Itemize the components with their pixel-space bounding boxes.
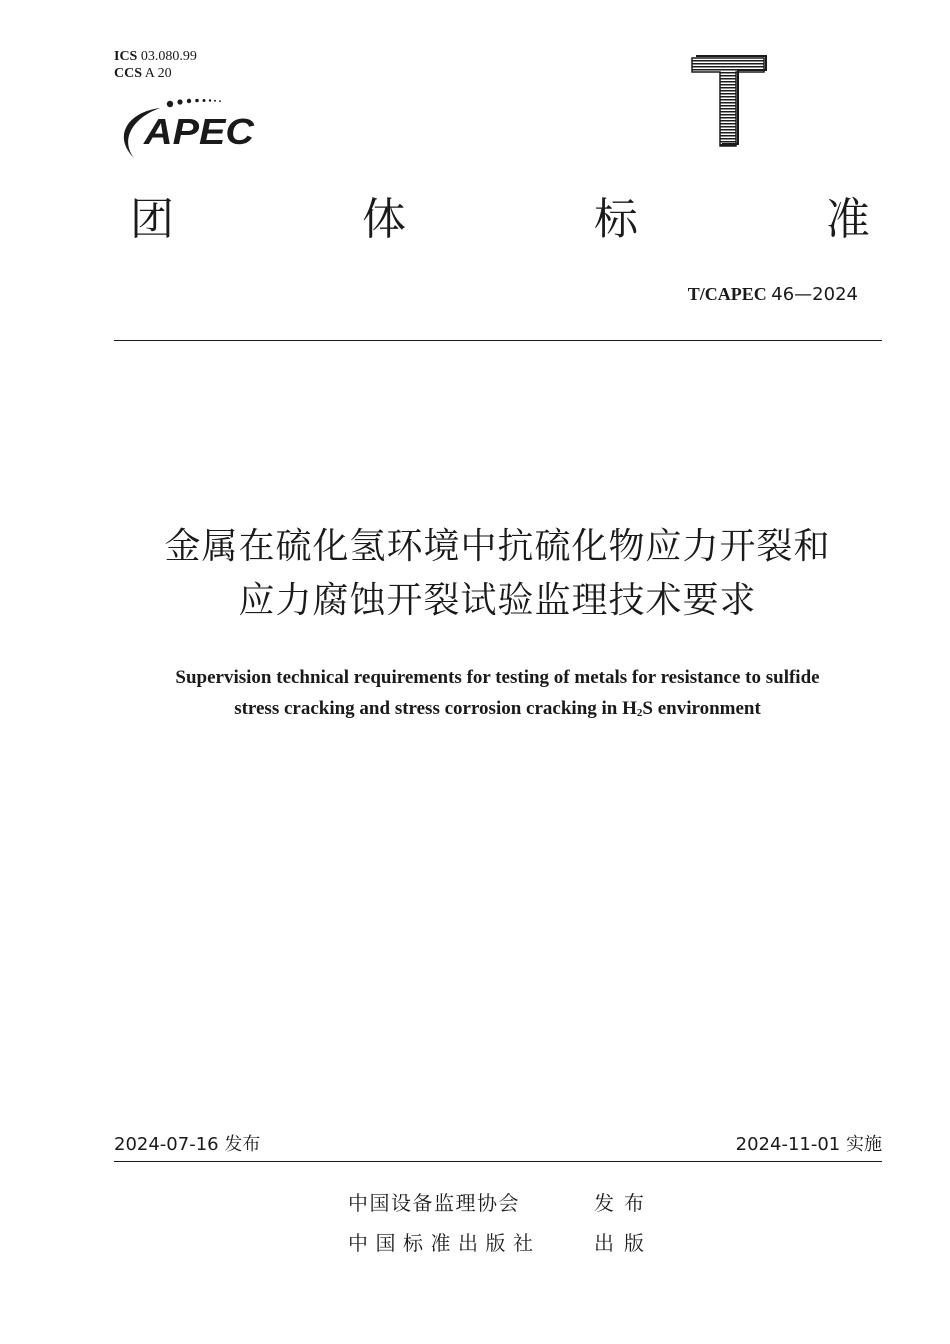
publisher-role: 发布: [594, 1191, 654, 1215]
ccs-code: CCS A 20: [114, 66, 172, 81]
capec-logo: [114, 96, 264, 162]
publisher-row: [348, 1188, 658, 1218]
document-type-char: 团: [130, 194, 174, 245]
document-type-char: 标: [594, 194, 638, 245]
standard-category-t: [690, 54, 768, 150]
publisher-name: 中国设备监理协会: [348, 1191, 520, 1215]
svg-text:APEC: APEC: [142, 111, 256, 152]
effective-date: 2024-11-01 实施: [735, 1134, 882, 1155]
standard-number: T/CAPEC 46—2024: [687, 284, 858, 305]
chinese-title-line-1: 金属在硫化氢环境中抗硫化物应力开裂和: [164, 526, 831, 567]
english-title-line-2: stress cracking and stress corrosion cracking in $H_2S$ environment: [234, 698, 761, 719]
chinese-title: [60, 520, 935, 628]
press-role: 出版: [594, 1231, 654, 1255]
chinese-title-line-2: 应力腐蚀开裂试验监理技术要求: [238, 580, 757, 621]
footer-divider: [114, 1161, 882, 1162]
press-row: [348, 1228, 658, 1258]
english-title-line-1: Supervision technical requirements for testing of metals for resistance to sulfide: [175, 667, 820, 688]
classification-codes: [114, 48, 197, 82]
press-name: 中国标准出版社: [348, 1231, 541, 1255]
publication-date: 2024-07-16 发布: [114, 1134, 261, 1155]
header-divider: [114, 340, 882, 341]
ics-code: ICS 03.080.99: [114, 49, 197, 64]
document-type-char: 体: [362, 194, 406, 245]
document-type-char: 准: [826, 194, 870, 245]
english-title: [100, 662, 895, 729]
document-type-title: [130, 190, 870, 250]
